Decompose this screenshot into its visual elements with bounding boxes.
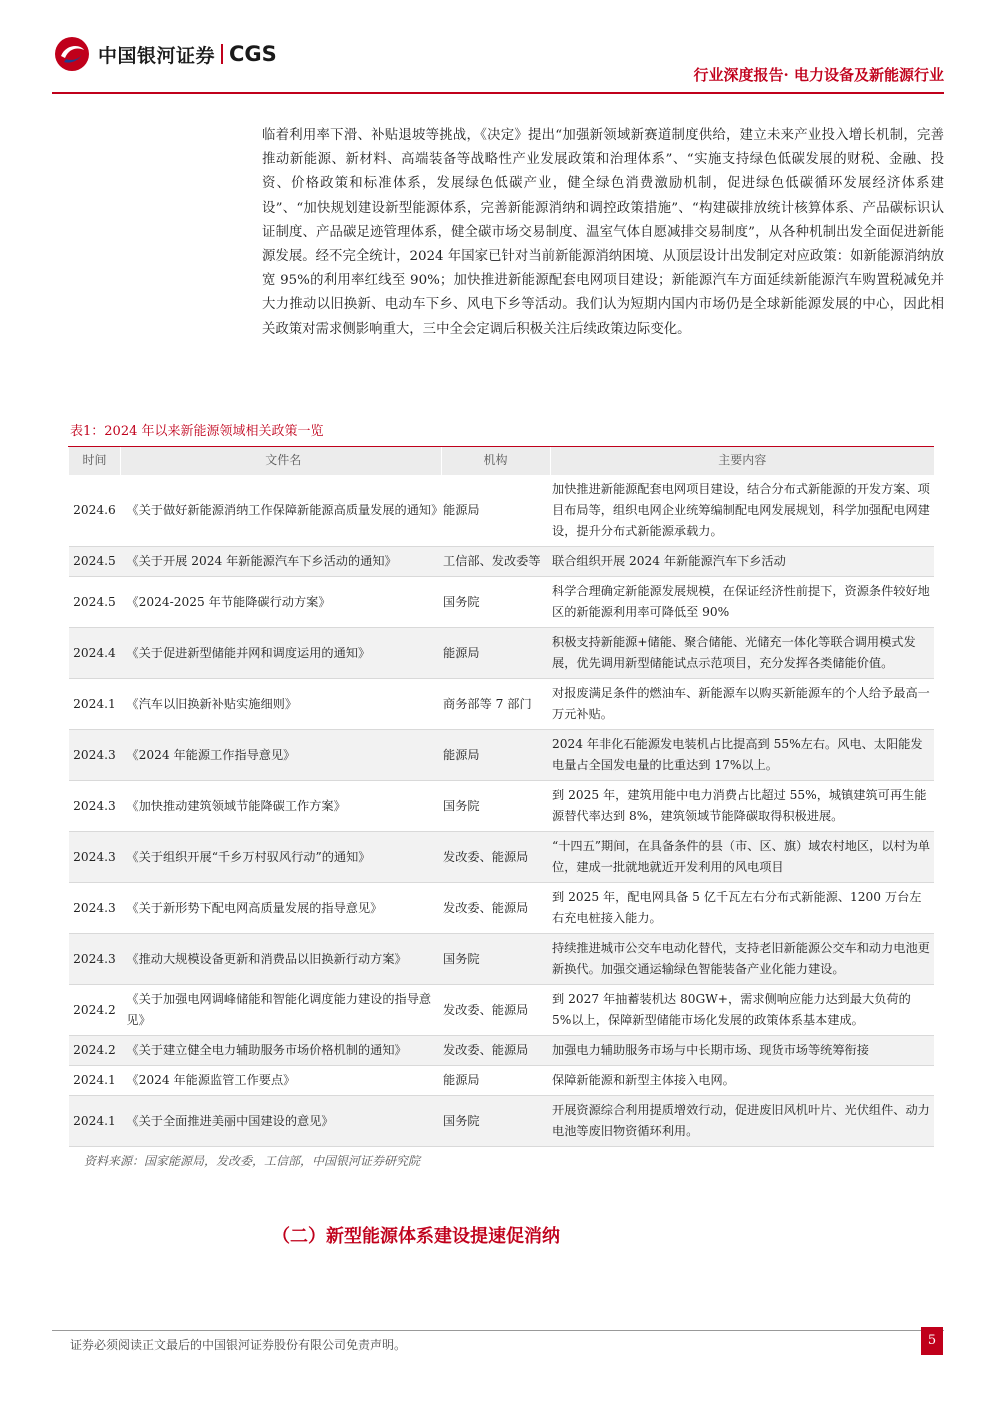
row-organization: 发改委、能源局 <box>441 985 550 1036</box>
row-document: 《关于全面推进美丽中国建设的意见》 <box>120 1096 441 1147</box>
cgs-logo-icon <box>52 34 92 74</box>
row-date: 2024.3 <box>69 730 121 781</box>
row-document: 《推动大规模设备更新和消费品以旧换新行动方案》 <box>120 934 441 985</box>
row-organization: 发改委、能源局 <box>441 883 550 934</box>
row-document: 《2024 年能源工作指导意见》 <box>120 730 441 781</box>
row-organization: 工信部、发改委等 <box>441 547 550 577</box>
row-date: 2024.2 <box>69 985 121 1036</box>
row-organization: 商务部等 7 部门 <box>441 679 550 730</box>
body-paragraph: 临着利用率下滑、补贴退坡等挑战，《决定》提出“加强新领域新赛道制度供给，建立未来产业投入增长机制，完善推动新能源、新材料、高端装备等战略性产业发展政策和治理体系”、“实施支持绿色低碳发展的财税、金融、投资、价格政策和标准体系，发展绿色低碳产业，健全绿色消费激励机制，促进绿色低碳循环发展经济体系建设”、“加快规划建设新型能源体系，完善新能源消纳和调控政策措施”、“构建碳排放统计核算体系、产品碳标识认证制度、产品碳足迹管理体系，健全碳市场交易制度、温室气体自愿减排交易制度”，从各种机制出发全面促进新能源发展。经不完全统计，2024 年国家已针对当前新能源消纳困境、从顶层设计出发制定对应政策：如新能源消纳放宽 95%的利用率红线至 90%；加快推进新能源配套电网项目建设；新能源汽车方面延续新能源汽车购置税减免并大力推动以旧换新、电动车下乡、风电下乡等活动。我们认为短期内国内市场仍是全球新能源发展的中心，因此相关政策对需求侧影响重大，三中全会定调后积极关注后续政策边际变化。 <box>262 128 944 337</box>
logo-text-en: CGS <box>229 42 277 66</box>
row-content: 科学合理确定新能源发展规模，在保证经济性前提下，资源条件较好地区的新能源利用率可降低至 90% <box>550 577 934 628</box>
table-row <box>69 934 935 985</box>
table-row <box>69 475 935 547</box>
row-date: 2024.3 <box>69 781 121 832</box>
table-row <box>69 730 935 781</box>
table-row <box>69 1096 935 1147</box>
table-source: 资料来源：国家能源局，发改委，工信部，中国银河证券研究院 <box>84 1154 421 1168</box>
row-document: 《关于促进新型储能并网和调度运用的通知》 <box>120 628 441 679</box>
row-organization: 国务院 <box>441 577 550 628</box>
row-content: 加强电力辅助服务市场与中长期市场、现货市场等统筹衔接 <box>550 1036 934 1066</box>
row-document: 《关于新形势下配电网高质量发展的指导意见》 <box>120 883 441 934</box>
table-row <box>69 628 935 679</box>
table-row <box>69 1066 935 1096</box>
row-organization: 发改委、能源局 <box>441 1036 550 1066</box>
row-date: 2024.3 <box>69 934 121 985</box>
table-header-row <box>69 446 935 475</box>
row-document: 《2024 年能源监管工作要点》 <box>120 1066 441 1096</box>
row-date: 2024.3 <box>69 883 121 934</box>
row-document: 《关于开展 2024 年新能源汽车下乡活动的通知》 <box>120 547 441 577</box>
table-row <box>69 577 935 628</box>
table-row <box>69 547 935 577</box>
section-heading: （二）新型能源体系建设提速促消纳 <box>272 1226 560 1247</box>
row-content: 联合组织开展 2024 年新能源汽车下乡活动 <box>550 547 934 577</box>
row-date: 2024.1 <box>69 1066 121 1096</box>
row-document: 《关于建立健全电力辅助服务市场价格机制的通知》 <box>120 1036 441 1066</box>
row-content: 对报废满足条件的燃油车、新能源车以购买新能源车的个人给予最高一万元补贴。 <box>550 679 934 730</box>
row-content: 开展资源综合利用提质增效行动，促进废旧风机叶片、光伏组件、动力电池等废旧物资循环利用。 <box>550 1096 934 1147</box>
table-caption: 表1：2024 年以来新能源领域相关政策一览 <box>70 424 324 439</box>
footer-divider <box>52 1330 944 1331</box>
row-organization: 国务院 <box>441 1096 550 1147</box>
row-organization: 能源局 <box>441 475 550 547</box>
page-number: 5 <box>921 1327 943 1355</box>
row-date: 2024.6 <box>69 475 121 547</box>
row-date: 2024.1 <box>69 679 121 730</box>
table-row <box>69 985 935 1036</box>
row-date: 2024.1 <box>69 1096 121 1147</box>
table-top-rule <box>68 446 934 447</box>
row-date: 2024.5 <box>69 547 121 577</box>
row-content: 到 2025 年，建筑用能中电力消费占比超过 55%，城镇建筑可再生能源替代率达到 8%，建筑领域节能降碳取得积极进展。 <box>550 781 934 832</box>
row-document: 《2024-2025 年节能降碳行动方案》 <box>120 577 441 628</box>
table-row <box>69 883 935 934</box>
row-content: 到 2025 年，配电网具备 5 亿千瓦左右分布式新能源、1200 万台左右充电桩接入能力。 <box>550 883 934 934</box>
row-document: 《汽车以旧换新补贴实施细则》 <box>120 679 441 730</box>
row-content: “十四五”期间，在具备条件的县（市、区、旗）域农村地区，以村为单位，建成一批就地就近开发利用的风电项目 <box>550 832 934 883</box>
header-logo <box>52 34 277 74</box>
row-content: 积极支持新能源+储能、聚合储能、光储充一体化等联合调用模式发展，优先调用新型储能试点示范项目，充分发挥各类储能价值。 <box>550 628 934 679</box>
row-content: 加快推进新能源配套电网项目建设，结合分布式新能源的开发方案、项目布局等，组织电网企业统筹编制配电网发展规划，科学加强配电网建设，提升分布式新能源承载力。 <box>550 475 934 547</box>
table-row <box>69 781 935 832</box>
row-date: 2024.3 <box>69 832 121 883</box>
header-date: 时间 <box>69 446 121 475</box>
row-document: 《关于做好新能源消纳工作保障新能源高质量发展的通知》 <box>120 475 441 547</box>
header-document: 文件名 <box>120 446 441 475</box>
row-organization: 发改委、能源局 <box>441 832 550 883</box>
row-content: 保障新能源和新型主体接入电网。 <box>550 1066 934 1096</box>
row-organization: 能源局 <box>441 628 550 679</box>
table-row <box>69 832 935 883</box>
row-content: 持续推进城市公交车电动化替代，支持老旧新能源公交车和动力电池更新换代。加强交通运输绿色智能装备产业化能力建设。 <box>550 934 934 985</box>
row-organization: 国务院 <box>441 934 550 985</box>
row-organization: 能源局 <box>441 1066 550 1096</box>
row-document: 《加快推动建筑领域节能降碳工作方案》 <box>120 781 441 832</box>
row-document: 《关于组织开展“千乡万村驭风行动”的通知》 <box>120 832 441 883</box>
header-content: 主要内容 <box>550 446 934 475</box>
footer-disclaimer: 证券必须阅读正文最后的中国银河证券股份有限公司免责声明。 <box>70 1338 407 1352</box>
table-row <box>69 1036 935 1066</box>
table-row <box>69 679 935 730</box>
row-content: 到 2027 年抽蓄装机达 80GW+，需求侧响应能力达到最大负荷的 5%以上，保障新型储能市场化发展的政策体系基本建成。 <box>550 985 934 1036</box>
header-organization: 机构 <box>441 446 550 475</box>
header-divider <box>52 92 944 94</box>
row-document: 《关于加强电网调峰储能和智能化调度能力建设的指导意见》 <box>120 985 441 1036</box>
row-content: 2024 年非化石能源发电装机占比提高到 55%左右。风电、太阳能发电量占全国发电量的比重达到 17%以上。 <box>550 730 934 781</box>
logo-text-cn: 中国银河证券 <box>98 44 216 67</box>
report-title: 行业深度报告· 电力设备及新能源行业 <box>693 66 944 84</box>
row-date: 2024.2 <box>69 1036 121 1066</box>
logo-separator <box>221 44 223 64</box>
row-date: 2024.5 <box>69 577 121 628</box>
policy-table <box>68 446 934 1147</box>
row-date: 2024.4 <box>69 628 121 679</box>
row-organization: 能源局 <box>441 730 550 781</box>
row-organization: 国务院 <box>441 781 550 832</box>
